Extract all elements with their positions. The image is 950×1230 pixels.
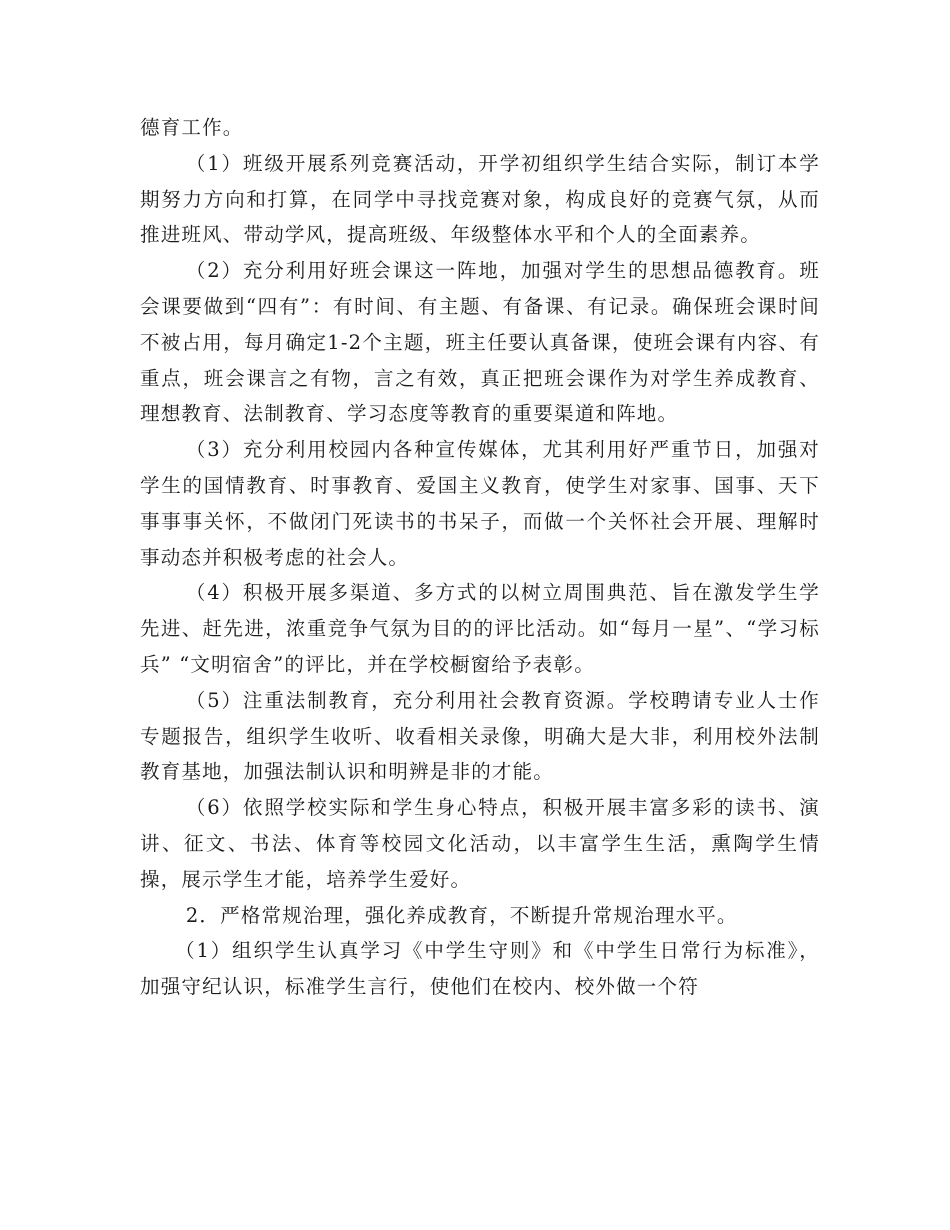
paragraph-item-5: （5）注重法制教育，充分利用社会教育资源。学校聘请专业人士作专题报告，组织学生收听、收看相关录像，明确大是大非，利用校外法制教育基地，加强法制认识和明辨是非的才能。 xyxy=(140,688,820,784)
paragraph-item-4: （4）积极开展多渠道、多方式的以树立周围典范、旨在激发学生学先进、赶先进，浓重竞争气氛为目的的评比活动。如“每月一星”、“学习标兵” “文明宿舍”的评比，并在学校橱窗给予表彰。 xyxy=(140,581,820,676)
paragraph-item-3: （3）充分利用校园内各种宣传媒体，尤其利用好严重节日，加强对学生的国情教育、时事教育、爱国主义教育，使学生对家事、国事、天下事事事关怀，不做闭门死读书的书呆子，而做一个关怀社会开展、理解时事动态并积极考虑的社会人。 xyxy=(140,438,820,569)
section-heading-2: 2．严格常规治理，强化养成教育，不断提升常规治理水平。 xyxy=(185,903,738,927)
paragraph-item-1: （1）班级开展系列竞赛活动，开学初组织学生结合实际，制订本学期努力方向和打算，在同学中寻找竞赛对象，构成良好的竞赛气氛，从而推进班风、带动学风，提高班级、年级整体水平和个人的全面素养。 xyxy=(140,151,820,247)
paragraph-continuation: 德育工作。 xyxy=(140,116,244,139)
document-body xyxy=(140,110,820,1005)
paragraph-section2-item-1: （1）组织学生认真学习《中学生守则》和《中学生日常行为标准》，加强守纪认识，标准学生言行，使他们在校内、校外做一个符 xyxy=(140,939,820,999)
paragraph-item-6: （6）依照学校实际和学生身心特点，积极开展丰富多彩的读书、演讲、征文、书法、体育等校园文化活动，以丰富学生生活，熏陶学生情操，展示学生才能，培养学生爱好。 xyxy=(140,796,820,891)
paragraph-item-2: （2）充分利用好班会课这一阵地，加强对学生的思想品德教育。班会课要做到“四有”：有时间、有主题、有备课、有记录。确保班会课时间不被占用，每月确定1-2个主题，班主任要认真备课，使班会课有内容、有重点，班会课言之有物，言之有效，真正把班会课作为对学生养成教育、理想教育、法制教育、学习态度等教育的重要渠道和阵地。 xyxy=(140,259,820,426)
